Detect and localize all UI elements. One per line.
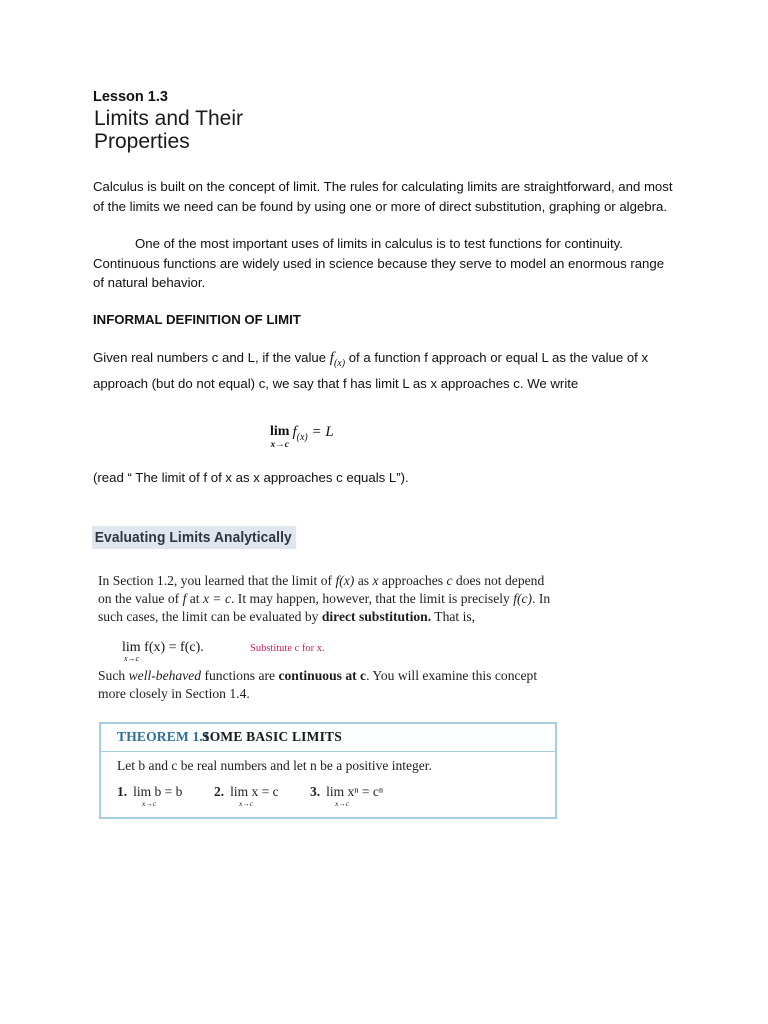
substitute-note: Substitute c for x.: [250, 643, 325, 654]
theorem-box: [99, 722, 557, 819]
lesson-title-line-2: Properties: [94, 130, 190, 153]
informal-definition-text: [93, 348, 673, 393]
lesson-title: [94, 107, 243, 153]
limit-equation: [270, 425, 334, 451]
theorem-header: [101, 724, 555, 752]
lesson-label: Lesson 1.3: [93, 89, 168, 105]
theorem-item-2: 2. lim x = c x→c: [214, 784, 279, 808]
read-line: (read “ The limit of f of x as x approaches c equals L”).: [93, 470, 409, 485]
lim-operator: lim x→c: [270, 424, 290, 450]
textbook-paragraph-2: Such well-behaved functions are continuous at c. You will examine this concept more closely in Section 1.4.: [98, 668, 538, 701]
definition-text-b: of a function f approach or equal L as the value of x approach (but do not equal) c, we say that f has limit L as x approaches c. We write: [93, 350, 649, 391]
textbook-paragraph-1: In Section 1.2, you learned that the limit of f(x) as x approaches c does not depend on the value of f at x = c. It may happen, however, that the limit is precisely f(c). In such cases, the limit can be evaluated by direct substitution. That is,: [98, 573, 551, 624]
fx-symbol: $f_{(x)}$: [329, 350, 346, 369]
lesson-title-line-1: Limits and Their: [94, 107, 244, 130]
intro-paragraph-2-text: One of the most important uses of limits in calculus is to test functions for continuity. Continuous functions are widely used in science because they serve to model an enormous range of natural behavior.: [93, 236, 665, 290]
informal-definition-heading: INFORMAL DEFINITION OF LIMIT: [93, 312, 301, 327]
theorem-statement: Let b and c be real numbers and let n be a positive integer.: [117, 758, 432, 773]
direct-substitution-formula: lim f(x) = f(c). x→c: [122, 640, 204, 663]
theorem-title: SOME BASIC LIMITS: [202, 729, 342, 744]
theorem-item-1: 1. lim b = b x→c: [117, 784, 183, 808]
theorem-item-3: 3. lim xⁿ = cⁿ x→c: [310, 784, 384, 808]
theorem-number: THEOREM 1.1: [117, 729, 210, 744]
intro-paragraph-2: [93, 234, 673, 293]
intro-paragraph-1: Calculus is built on the concept of limit. The rules for calculating limits are straightforward, and most of the limits we need can be found by using one or more of direct substitution, graphing or algebra.: [93, 179, 673, 214]
limit-equation-rhs: $f_{(x)} = L$: [292, 424, 334, 443]
definition-text-a: Given real numbers c and L, if the value: [93, 350, 330, 365]
evaluating-limits-heading: Evaluating Limits Analytically: [92, 526, 296, 549]
